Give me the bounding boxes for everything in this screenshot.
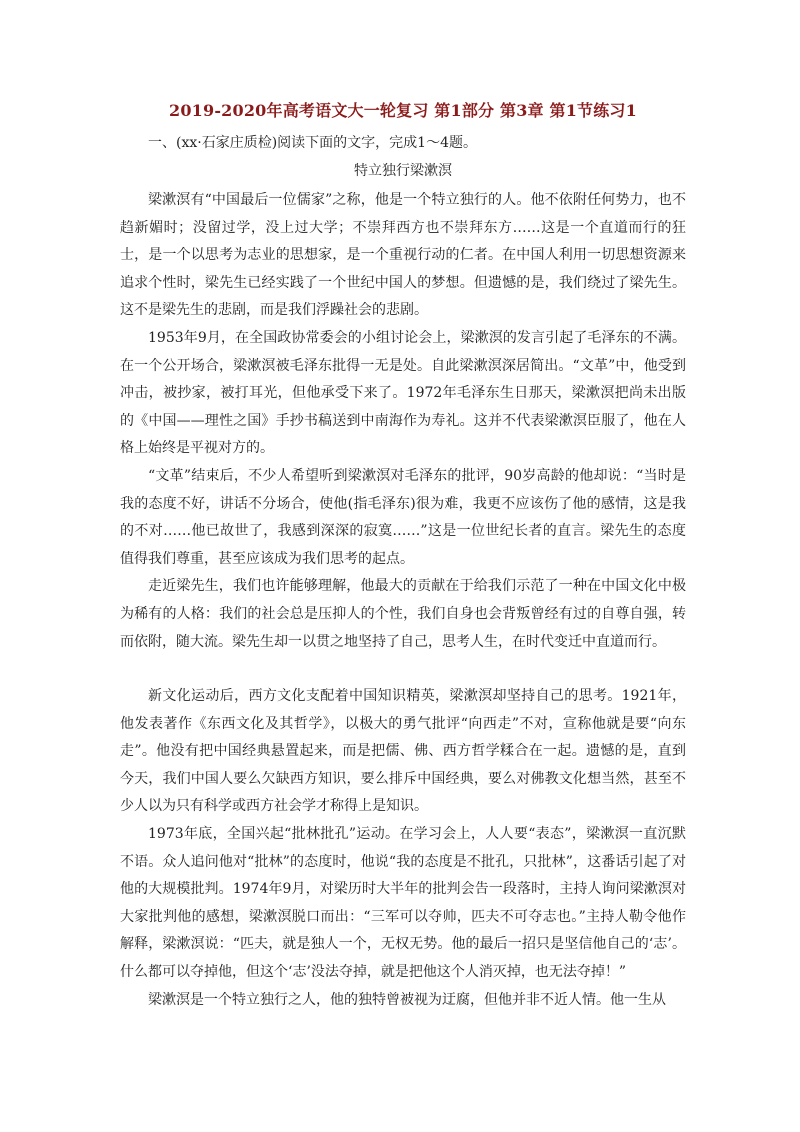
section-gap xyxy=(120,656,686,683)
article-title: 特立独行梁漱溟 xyxy=(354,163,452,179)
document-page xyxy=(120,98,686,1014)
paragraph: 1973年底，全国兴起“批林批孔”运动。在学习会上，人人要“表态”，梁漱溟一直沉默不语。众人追问他对“批林”的态度时，他说“我的态度是不批孔，只批林”，这番话引起了对他的大规模批判。1974年9月，对梁历时大半年的批判会告一段落时，主持人询问梁漱溟对大家批判他的感想，梁漱溟脱口而出：“三军可以夺帅，匹夫不可夺志也。”主持人勒令他作解释，梁漱溟说：“匹夫，就是独人一个，无权无势。他的最后一招只是坚信他自己的‘志’。什么都可以夺掉他，但这个‘志’没法夺掉，就是把他这个人消灭掉，也无法夺掉！” xyxy=(120,826,686,981)
paragraph: 走近梁先生，我们也许能够理解，他最大的贡献在于给我们示范了一种在中国文化中极为稀有的人格：我们的社会总是压抑人的个性，我们自身也会背叛曾经有过的自尊自强，转而依附，随大流。梁先生却一以贯之地坚持了自己，思考人生，在时代变迁中直道而行。 xyxy=(120,578,686,650)
paragraph: “文革”结束后，不少人希望听到梁漱溟对毛泽东的批评，90岁高龄的他却说：“当时是我的态度不好，讲话不分场合，使他(指毛泽东)很为难，我更不应该伤了他的感情，这是我的不对……他已故世了，我感到深深的寂寞……”这是一位世纪长者的直言。梁先生的态度值得我们尊重，甚至应该成为我们思考的起点。 xyxy=(120,467,686,567)
document-title: 2019-2020年高考语文大一轮复习 第1部分 第3章 第1节练习1 xyxy=(169,101,637,120)
paragraph: 新文化运动后，西方文化支配着中国知识精英，梁漱溟却坚持自己的思考。1921年，他发表著作《东西文化及其哲学》，以极大的勇气批评“向西走”不对，宣称他就是要“向东走”。他没有把中国经典悬置起来，而是把儒、佛、西方哲学糅合在一起。遗憾的是，直到今天，我们中国人要么欠缺西方知识，要么排斥中国经典，要么对佛教文化想当然，甚至不少人以为只有科学或西方社会学才称得上是知识。 xyxy=(120,688,686,815)
question-instruction: 一、(xx·石家庄质检)阅读下面的文字，完成1～4题。 xyxy=(148,135,477,151)
paragraph: 1953年9月，在全国政协常委会的小组讨论会上，梁漱溟的发言引起了毛泽东的不满。在一个公开场合，梁漱溟被毛泽东批得一无是处。自此梁漱溟深居简出。“文革”中，他受到冲击，被抄家，被打耳光，但他承受下来了。1972年毛泽东生日那天，梁漱溟把尚未出版的《中国——理性之国》手抄书稿送到中南海作为寿礼。这并不代表梁漱溟臣服了，他在人格上始终是平视对方的。 xyxy=(120,329,686,457)
paragraph: 梁漱溟是一个特立独行之人，他的独特曾被视为迂腐，但他并非不近人情。他一生从 xyxy=(148,991,666,1008)
paragraph: 梁漱溟有“中国最后一位儒家”之称，他是一个特立独行的人。他不依附任何势力，也不趋新媚时；没留过学，没上过大学；不崇拜西方也不崇拜东方……这是一个直道而行的狂士，是一个以思考为志业的思想家，是一个重视行动的仁者。在中国人利用一切思想资源来追求个性时，梁先生已经实践了一个世纪中国人的梦想。但遗憾的是，我们绕过了梁先生。这不是梁先生的悲剧，而是我们浮躁社会的悲剧。 xyxy=(120,192,686,319)
